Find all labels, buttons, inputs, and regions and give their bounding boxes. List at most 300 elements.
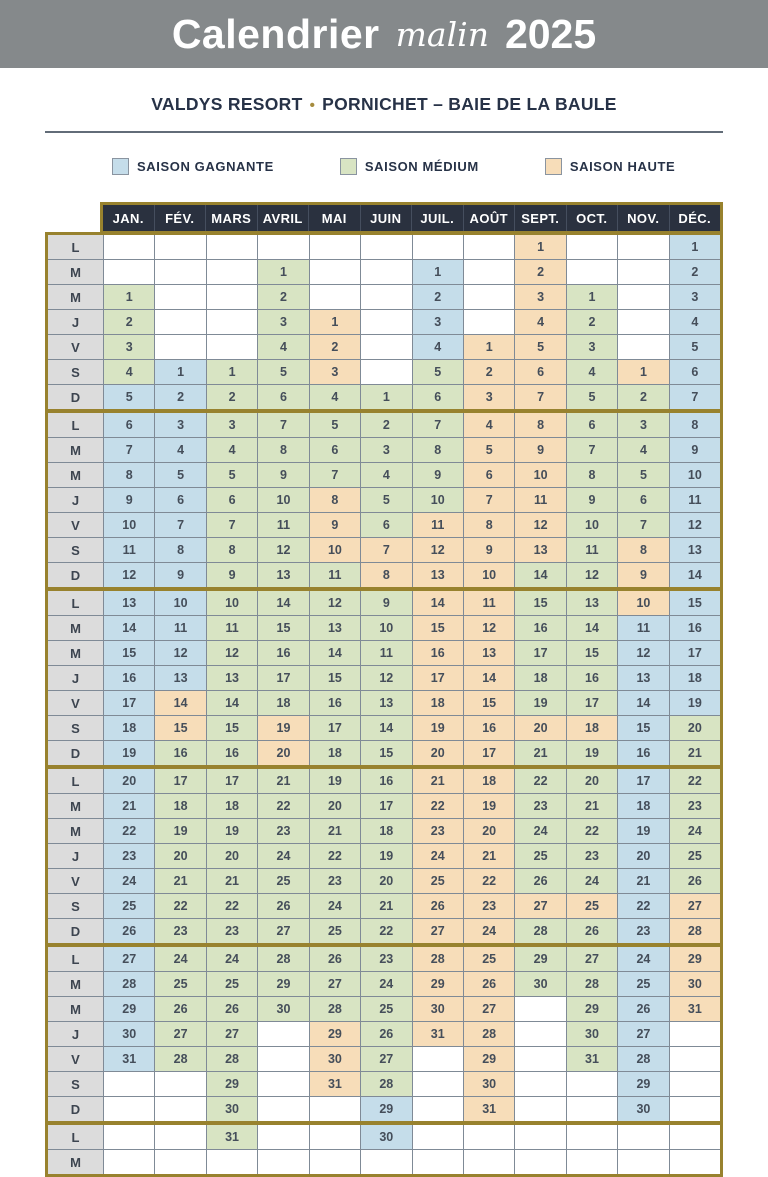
day-letter: M [48,438,103,462]
day-cell: 26 [617,997,668,1021]
day-letter: J [48,310,103,334]
week-row [48,615,720,640]
day-letter: L [48,413,103,437]
day-cell: 5 [566,385,617,409]
day-cell: 22 [360,919,411,943]
day-cell [669,1097,720,1121]
day-cell: 14 [360,716,411,740]
day-cell: 31 [206,1125,257,1149]
day-cell [309,1150,360,1174]
day-cell: 12 [206,641,257,665]
day-cell: 28 [412,947,463,971]
day-cell: 7 [566,438,617,462]
day-cell: 11 [617,616,668,640]
day-cell [154,1125,205,1149]
day-cell [103,235,154,259]
day-cell: 19 [514,691,565,715]
day-cell: 30 [103,1022,154,1046]
day-cell: 15 [154,716,205,740]
day-cell: 28 [566,972,617,996]
day-cell [257,1022,308,1046]
day-cell: 22 [566,819,617,843]
day-cell: 21 [360,894,411,918]
day-letter: L [48,235,103,259]
day-cell: 28 [257,947,308,971]
day-cell: 18 [463,769,514,793]
day-cell [360,335,411,359]
day-cell: 5 [360,488,411,512]
day-cell: 2 [103,310,154,334]
day-cell: 11 [566,538,617,562]
day-cell: 2 [617,385,668,409]
day-cell: 24 [154,947,205,971]
week-row [48,437,720,462]
week-row [48,309,720,334]
day-cell: 7 [669,385,720,409]
week-row [48,740,720,765]
day-cell [360,235,411,259]
day-cell [103,1125,154,1149]
day-cell: 14 [514,563,565,587]
day-cell: 27 [669,894,720,918]
day-cell [206,285,257,309]
day-cell: 19 [617,819,668,843]
day-cell: 26 [463,972,514,996]
day-cell: 19 [669,691,720,715]
day-letter: V [48,335,103,359]
day-cell [514,1150,565,1174]
day-cell [257,1097,308,1121]
day-cell [154,1072,205,1096]
day-cell [463,285,514,309]
day-cell: 5 [309,413,360,437]
legend-label: SAISON GAGNANTE [137,159,274,174]
calendar-body [45,232,723,1177]
day-cell: 3 [360,438,411,462]
day-cell: 24 [257,844,308,868]
legend-item-gagnante [112,158,274,175]
day-cell [103,260,154,284]
day-cell: 1 [463,335,514,359]
day-cell [309,235,360,259]
day-cell: 19 [360,844,411,868]
day-cell [412,1125,463,1149]
month-header: JUIN [360,205,412,231]
day-cell: 10 [669,463,720,487]
day-cell: 24 [309,894,360,918]
day-cell [669,1150,720,1174]
day-cell: 25 [309,919,360,943]
day-cell [206,235,257,259]
day-cell: 22 [669,769,720,793]
day-cell: 10 [309,538,360,562]
day-cell: 21 [257,769,308,793]
day-letter: S [48,360,103,384]
day-cell: 21 [206,869,257,893]
day-cell: 24 [360,972,411,996]
day-cell: 3 [463,385,514,409]
day-cell: 5 [103,385,154,409]
day-cell: 23 [412,819,463,843]
day-cell: 26 [154,997,205,1021]
day-cell [103,1072,154,1096]
day-letter: M [48,1150,103,1174]
day-cell: 11 [360,641,411,665]
day-cell: 11 [412,513,463,537]
day-cell: 18 [309,741,360,765]
day-letter: D [48,919,103,943]
day-cell: 20 [309,794,360,818]
month-header: AVRIL [257,205,309,231]
day-cell: 8 [103,463,154,487]
day-cell: 8 [257,438,308,462]
day-cell: 31 [566,1047,617,1071]
day-cell: 23 [309,869,360,893]
day-cell: 16 [463,716,514,740]
day-cell [206,310,257,334]
day-cell: 20 [412,741,463,765]
day-cell: 16 [669,616,720,640]
day-cell: 13 [617,666,668,690]
day-cell: 30 [360,1125,411,1149]
day-cell: 23 [206,919,257,943]
day-cell: 8 [206,538,257,562]
day-cell: 28 [360,1072,411,1096]
day-cell: 22 [206,894,257,918]
month-header: DÉC. [669,205,721,231]
day-cell: 25 [412,869,463,893]
week-row [48,1046,720,1071]
day-cell: 5 [617,463,668,487]
week-row [48,640,720,665]
day-cell: 17 [257,666,308,690]
day-cell [257,1047,308,1071]
week-row [48,384,720,409]
day-cell [617,260,668,284]
day-cell: 27 [154,1022,205,1046]
day-cell [412,1150,463,1174]
day-cell: 3 [154,413,205,437]
day-cell: 10 [206,591,257,615]
day-cell: 19 [412,716,463,740]
day-cell: 17 [617,769,668,793]
day-cell [412,1047,463,1071]
day-cell [206,1150,257,1174]
day-cell: 9 [103,488,154,512]
day-cell: 9 [463,538,514,562]
day-cell: 7 [617,513,668,537]
month-header: MAI [308,205,360,231]
day-cell: 15 [617,716,668,740]
day-cell: 19 [206,819,257,843]
day-letter: D [48,741,103,765]
day-letter: M [48,794,103,818]
day-cell: 12 [412,538,463,562]
day-cell: 25 [617,972,668,996]
day-cell: 9 [360,591,411,615]
day-cell: 4 [617,438,668,462]
day-cell: 25 [669,844,720,868]
month-header: MARS [205,205,257,231]
day-letter: V [48,513,103,537]
day-cell: 10 [412,488,463,512]
day-letter: M [48,463,103,487]
day-cell: 25 [257,869,308,893]
day-cell [360,310,411,334]
day-letter: L [48,769,103,793]
day-cell: 9 [566,488,617,512]
day-cell: 1 [669,235,720,259]
day-letter: V [48,1047,103,1071]
day-cell [206,260,257,284]
day-cell: 2 [309,335,360,359]
day-cell: 5 [412,360,463,384]
day-cell: 27 [309,972,360,996]
day-cell: 27 [514,894,565,918]
legend-item-haute [545,158,675,175]
day-cell: 15 [566,641,617,665]
season-legend [112,158,768,175]
day-cell: 8 [154,538,205,562]
day-cell: 20 [154,844,205,868]
week-row [48,793,720,818]
day-cell: 16 [412,641,463,665]
day-cell: 30 [206,1097,257,1121]
day-cell: 13 [463,641,514,665]
day-cell [566,1072,617,1096]
day-cell: 6 [412,385,463,409]
day-letter: J [48,666,103,690]
day-cell: 15 [514,591,565,615]
day-cell: 21 [154,869,205,893]
resort-location: PORNICHET – BAIE DE LA BAULE [322,94,617,114]
day-cell: 26 [412,894,463,918]
day-cell: 27 [617,1022,668,1046]
day-cell: 28 [154,1047,205,1071]
day-cell: 18 [206,794,257,818]
day-cell: 26 [360,1022,411,1046]
day-cell: 2 [669,260,720,284]
day-cell: 4 [154,438,205,462]
day-cell: 10 [103,513,154,537]
week-row [48,591,720,615]
day-cell [257,1125,308,1149]
day-cell: 10 [617,591,668,615]
day-cell: 30 [412,997,463,1021]
day-cell: 19 [103,741,154,765]
day-cell: 10 [257,488,308,512]
day-cell: 9 [309,513,360,537]
day-cell: 13 [360,691,411,715]
day-cell: 2 [360,413,411,437]
week-row [48,259,720,284]
day-cell: 26 [514,869,565,893]
day-cell [360,1150,411,1174]
day-cell: 12 [360,666,411,690]
day-cell: 9 [257,463,308,487]
day-cell: 25 [206,972,257,996]
day-cell: 3 [617,413,668,437]
day-cell: 4 [309,385,360,409]
week-row [48,462,720,487]
day-cell: 15 [103,641,154,665]
day-cell: 9 [206,563,257,587]
day-cell: 29 [669,947,720,971]
day-cell: 7 [360,538,411,562]
day-cell: 11 [669,488,720,512]
day-cell: 10 [566,513,617,537]
day-cell: 18 [412,691,463,715]
day-cell: 19 [463,794,514,818]
day-cell: 24 [412,844,463,868]
day-cell: 24 [566,869,617,893]
day-cell: 13 [412,563,463,587]
day-cell: 28 [103,972,154,996]
day-cell: 17 [514,641,565,665]
day-cell [514,1097,565,1121]
day-cell: 17 [206,769,257,793]
day-cell: 22 [309,844,360,868]
day-cell: 12 [154,641,205,665]
week-block [45,944,723,1124]
day-cell [257,1072,308,1096]
day-cell [412,235,463,259]
day-cell [566,1150,617,1174]
week-row [48,284,720,309]
day-letter: L [48,1125,103,1149]
day-cell: 28 [669,919,720,943]
day-cell: 21 [617,869,668,893]
day-cell: 28 [309,997,360,1021]
title-script: malin [395,14,489,54]
day-cell: 12 [103,563,154,587]
day-cell: 9 [669,438,720,462]
day-cell: 31 [463,1097,514,1121]
haute-color-swatch [545,158,562,175]
day-cell: 7 [309,463,360,487]
day-cell [103,1097,154,1121]
day-cell: 5 [463,438,514,462]
day-cell: 22 [514,769,565,793]
day-cell: 14 [412,591,463,615]
day-cell [360,260,411,284]
day-cell: 2 [257,285,308,309]
day-cell: 25 [154,972,205,996]
day-cell: 12 [669,513,720,537]
day-cell: 3 [412,310,463,334]
day-cell: 26 [309,947,360,971]
day-cell: 23 [617,919,668,943]
day-cell: 27 [257,919,308,943]
day-cell: 15 [360,741,411,765]
day-cell: 30 [566,1022,617,1046]
day-cell [566,235,617,259]
day-letter: D [48,1097,103,1121]
title-main: Calendrier [171,10,380,57]
day-letter: V [48,869,103,893]
day-cell: 21 [103,794,154,818]
day-cell [154,1150,205,1174]
day-cell [617,1125,668,1149]
day-cell: 11 [514,488,565,512]
day-cell [617,235,668,259]
day-cell: 13 [514,538,565,562]
day-letter: S [48,1072,103,1096]
day-cell: 31 [103,1047,154,1071]
day-cell: 3 [566,335,617,359]
month-header: JAN. [112,210,144,226]
week-row [48,893,720,918]
day-cell: 1 [257,260,308,284]
day-cell: 23 [103,844,154,868]
day-cell: 12 [309,591,360,615]
day-cell: 19 [566,741,617,765]
day-cell: 20 [257,741,308,765]
day-cell: 17 [103,691,154,715]
day-cell: 30 [669,972,720,996]
day-cell: 7 [463,488,514,512]
week-row [48,843,720,868]
day-letter: D [48,563,103,587]
week-block [45,410,723,590]
week-row [48,359,720,384]
day-cell: 24 [206,947,257,971]
day-cell: 31 [412,1022,463,1046]
day-cell: 6 [514,360,565,384]
day-cell: 6 [617,488,668,512]
day-cell: 30 [463,1072,514,1096]
day-cell [257,235,308,259]
day-cell [463,1150,514,1174]
day-cell: 6 [103,413,154,437]
day-letter: M [48,997,103,1021]
day-cell [154,1097,205,1121]
day-cell [463,1125,514,1149]
day-cell: 2 [412,285,463,309]
month-header: FÉV. [154,205,206,231]
day-cell: 22 [412,794,463,818]
month-header: JUIL. [411,205,463,231]
day-cell: 6 [257,385,308,409]
day-cell: 3 [206,413,257,437]
day-cell: 22 [463,869,514,893]
week-row [48,334,720,359]
day-cell: 4 [514,310,565,334]
day-cell: 6 [309,438,360,462]
day-cell: 16 [154,741,205,765]
day-cell: 13 [566,591,617,615]
day-cell: 12 [617,641,668,665]
day-cell: 27 [412,919,463,943]
day-cell: 18 [669,666,720,690]
day-cell: 26 [257,894,308,918]
day-cell: 1 [617,360,668,384]
day-cell: 5 [206,463,257,487]
day-cell: 12 [463,616,514,640]
day-cell: 11 [103,538,154,562]
day-cell: 29 [412,972,463,996]
title-banner [0,0,768,68]
day-cell [206,335,257,359]
day-cell: 14 [309,641,360,665]
week-row [48,487,720,512]
day-cell: 1 [514,235,565,259]
day-cell: 28 [463,1022,514,1046]
day-cell: 13 [154,666,205,690]
day-cell: 15 [257,616,308,640]
day-letter: S [48,894,103,918]
day-cell: 20 [566,769,617,793]
